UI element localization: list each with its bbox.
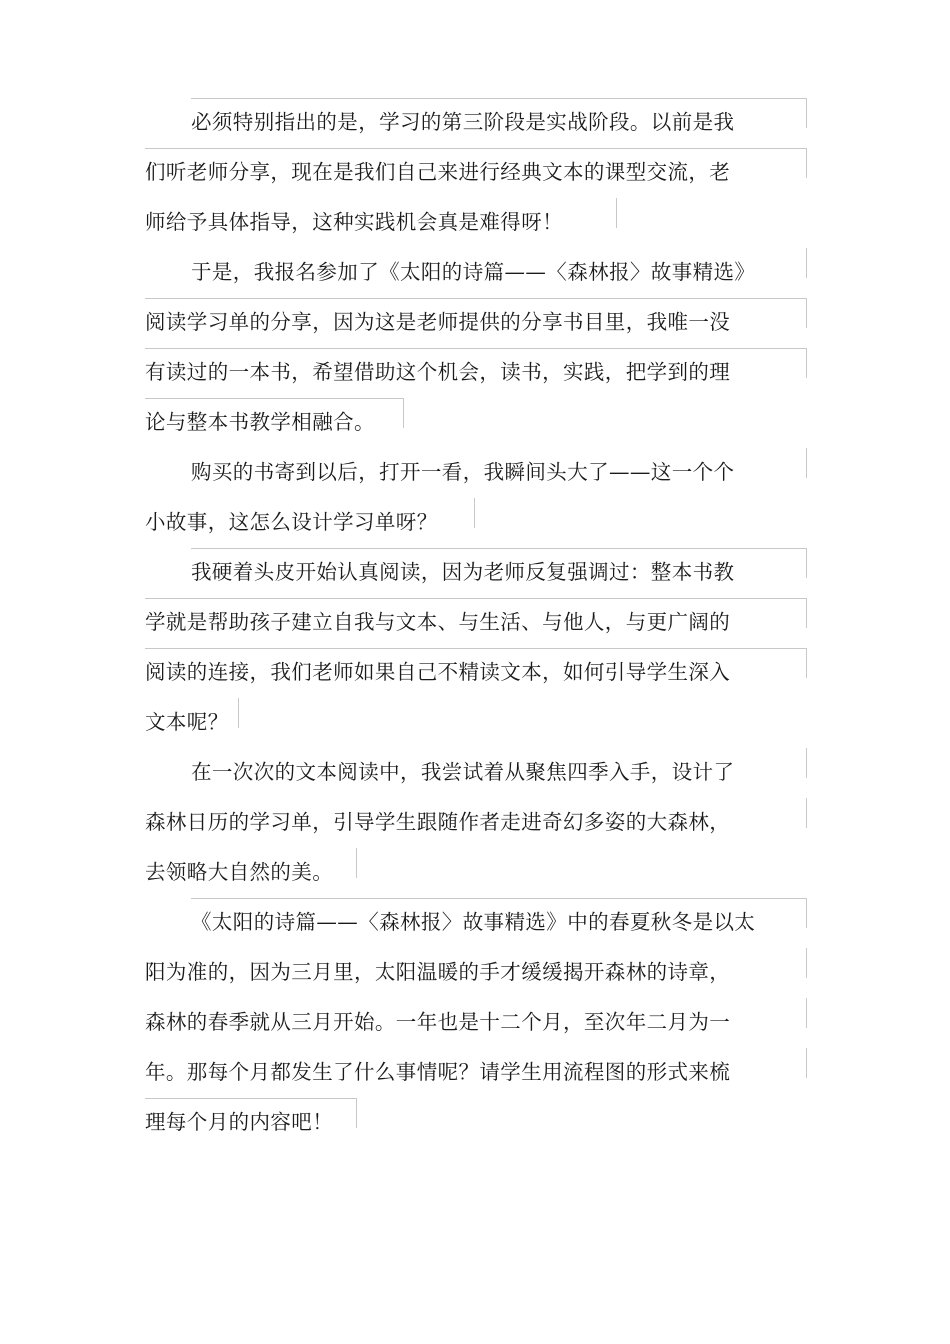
paragraph-2-line-3: 有读过的一本书，希望借助这个机会，读书，实践，把学到的理 bbox=[145, 360, 731, 384]
guide-rule bbox=[145, 398, 403, 399]
paragraph-4-line-4: 文本呢？ bbox=[145, 710, 229, 734]
text-line bbox=[145, 1098, 807, 1148]
guide-rule bbox=[191, 548, 807, 549]
guide-rule bbox=[191, 98, 807, 99]
paragraph-5-line-1: 在一次次的文本阅读中，我尝试着从聚焦四季入手，设计了 bbox=[191, 760, 735, 784]
text-line bbox=[145, 548, 807, 598]
guide-rule bbox=[145, 648, 807, 649]
text-line bbox=[145, 98, 807, 148]
text-line bbox=[145, 1048, 807, 1098]
paragraph-6-line-2: 阳为准的，因为三月里，太阳温暖的手才缓缓揭开森林的诗章， bbox=[145, 960, 731, 984]
guide-rule bbox=[806, 448, 807, 478]
text-line bbox=[145, 298, 807, 348]
guide-rule bbox=[145, 148, 807, 149]
text-line bbox=[145, 998, 807, 1048]
paragraph-2-line-1: 于是，我报名参加了《太阳的诗篇——〈森林报〉故事精选》 bbox=[191, 260, 756, 284]
paragraph-1-line-1: 必须特别指出的是，学习的第三阶段是实战阶段。以前是我 bbox=[191, 110, 735, 134]
text-line bbox=[145, 498, 807, 548]
paragraph-6-line-3: 森林的春季就从三月开始。一年也是十二个月，至次年二月为一 bbox=[145, 1010, 731, 1034]
text-line bbox=[145, 848, 807, 898]
text-line bbox=[145, 798, 807, 848]
guide-rule bbox=[806, 248, 807, 278]
paragraph-5-line-2: 森林日历的学习单，引导学生跟随作者走进奇幻多姿的大森林， bbox=[145, 810, 731, 834]
text-line bbox=[145, 448, 807, 498]
paragraph-1-line-3: 师给予具体指导，这种实践机会真是难得呀！ bbox=[145, 210, 563, 234]
text-line bbox=[145, 598, 807, 648]
text-line bbox=[145, 248, 807, 298]
paragraph-2-line-2: 阅读学习单的分享，因为这是老师提供的分享书目里，我唯一没 bbox=[145, 310, 731, 334]
guide-rule bbox=[806, 348, 807, 378]
text-line bbox=[145, 398, 807, 448]
guide-rule bbox=[238, 698, 239, 728]
paragraph-6-line-5: 理每个月的内容吧！ bbox=[145, 1110, 334, 1134]
guide-rule bbox=[806, 998, 807, 1028]
text-line bbox=[145, 148, 807, 198]
paragraph-1-line-2: 们听老师分享，现在是我们自己来进行经典文本的课型交流，老 bbox=[145, 160, 731, 184]
text-line bbox=[145, 198, 807, 248]
paragraph-3-line-2: 小故事，这怎么设计学习单呀？ bbox=[145, 510, 438, 534]
guide-rule bbox=[806, 1048, 807, 1078]
guide-rule bbox=[403, 398, 404, 428]
guide-rule bbox=[806, 648, 807, 678]
paragraph-4-line-1: 我硬着头皮开始认真阅读，因为老师反复强调过：整本书教 bbox=[191, 560, 735, 584]
guide-rule bbox=[806, 548, 807, 578]
guide-rule bbox=[145, 348, 807, 349]
text-line bbox=[145, 698, 807, 748]
guide-rule bbox=[806, 948, 807, 978]
guide-rule bbox=[806, 98, 807, 128]
paragraph-4-line-3: 阅读的连接，我们老师如果自己不精读文本，如何引导学生深入 bbox=[145, 660, 731, 684]
guide-rule bbox=[145, 1098, 356, 1099]
guide-rule bbox=[806, 598, 807, 628]
paragraph-3-line-1: 购买的书寄到以后，打开一看，我瞬间头大了——这一个个 bbox=[191, 460, 735, 484]
guide-rule bbox=[616, 198, 617, 228]
guide-rule bbox=[145, 298, 807, 299]
guide-rule bbox=[806, 898, 807, 928]
text-line bbox=[145, 748, 807, 798]
text-line bbox=[145, 348, 807, 398]
guide-rule bbox=[806, 298, 807, 328]
guide-rule bbox=[474, 498, 475, 528]
paragraph-5-line-3: 去领略大自然的美。 bbox=[145, 860, 334, 884]
guide-rule bbox=[806, 148, 807, 178]
guide-rule bbox=[356, 848, 357, 878]
paragraph-6-line-1: 《太阳的诗篇——〈森林报〉故事精选》中的春夏秋冬是以太 bbox=[191, 910, 756, 934]
paragraph-2-line-4: 论与整本书教学相融合。 bbox=[145, 410, 375, 434]
text-line bbox=[145, 948, 807, 998]
guide-rule bbox=[806, 748, 807, 778]
text-line bbox=[145, 648, 807, 698]
paragraph-6-line-4: 年。那每个月都发生了什么事情呢？请学生用流程图的形式来梳 bbox=[145, 1060, 731, 1084]
guide-rule bbox=[806, 798, 807, 828]
guide-rule bbox=[191, 898, 807, 899]
guide-rule bbox=[356, 1098, 357, 1128]
text-line bbox=[145, 898, 807, 948]
guide-rule bbox=[145, 598, 807, 599]
paragraph-4-line-2: 学就是帮助孩子建立自我与文本、与生活、与他人，与更广阔的 bbox=[145, 610, 731, 634]
